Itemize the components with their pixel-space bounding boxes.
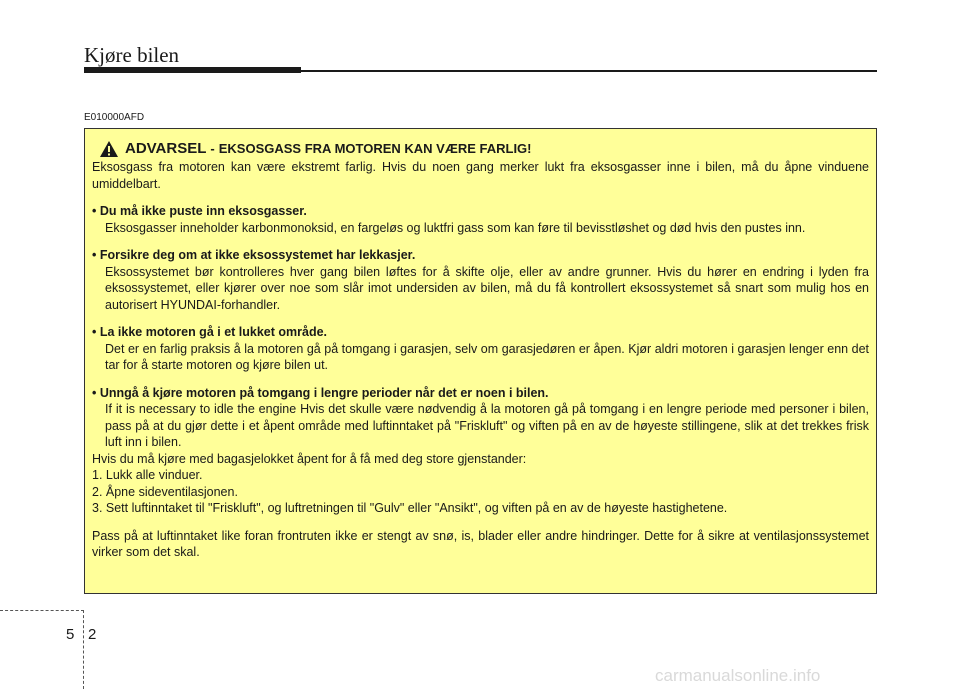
page-number: 2	[88, 626, 97, 643]
warning-label: ADVARSEL	[125, 139, 207, 157]
step-item: 2. Åpne sideventilasjonen.	[92, 484, 238, 499]
step-item: 3. Sett luftinntaket til "Friskluft", og luftretningen til "Gulv" eller "Ansikt", og viften på en av de høyeste hastighetene.	[92, 501, 728, 515]
warning-dash: -	[210, 140, 215, 156]
document-code: E010000AFD	[84, 112, 145, 123]
warning-intro: Eksosgass fra motoren kan være ekstremt farlig. Hvis du noen gang merker lukt fra eksosgasser inne i bilen, må du åpne vinduene umiddelbart.	[92, 160, 869, 191]
trunk-intro: Hvis du må kjøre med bagasjelokket åpent for å få med deg store gjenstander:	[92, 451, 527, 466]
bullet-1	[92, 203, 869, 236]
warning-box	[84, 128, 877, 594]
warning-triangle-icon	[99, 140, 119, 158]
warning-closing: Pass på at luftinntaket like foran frontruten ikke er stengt av snø, is, blader eller andre hindringer. Dette for å sikre at ventilasjonssystemet virker som det skal.	[92, 528, 869, 559]
section-number: 5	[66, 626, 75, 643]
bullet-2	[92, 247, 869, 313]
bullet-4	[92, 385, 869, 451]
bullet-title: • Du må ikke puste inn eksosgasser.	[92, 204, 307, 218]
bullet-text: Eksosgasser inneholder karbonmonoksid, en fargeløs og luktfri gass som kan føre til bevisstløshet og død hvis den pustes inn.	[105, 220, 806, 235]
bullet-title: • Forsikre deg om at ikke eksossystemet har lekkasjer.	[92, 248, 416, 262]
step-item: 1. Lukk alle vinduer.	[92, 468, 203, 482]
bullet-text: If it is necessary to idle the engine Hvis det skulle være nødvendig å la motoren gå på tomgang i en lengre periode med personer i bilen, pass på at du gjør dette i et åpent område med luftinntaket på "Friskluft" og viften på en av de høyeste stillingene, slik at det trekkes frisk luft inn i bilen.	[105, 402, 869, 449]
footer-dashed-rule	[0, 610, 84, 611]
header-rule-thin	[300, 70, 877, 72]
bullet-3	[92, 324, 869, 374]
warning-heading	[99, 139, 869, 159]
footer-dashed-divider	[83, 610, 84, 689]
header-rule-thick	[84, 67, 301, 73]
bullet-title: • Unngå å kjøre motoren på tomgang i lengre perioder når det er noen i bilen.	[92, 385, 549, 400]
page-header-title: Kjøre bilen	[84, 43, 180, 67]
bullet-title: • La ikke motoren gå i et lukket område.	[92, 325, 328, 339]
watermark: carmanualsonline.info	[655, 666, 821, 685]
bullet-text: Eksossystemet bør kontrolleres hver gang bilen løftes for å skifte olje, eller av andre grunner. Hvis du hører en endring i lyden fra eksossystemet, eller kjører over noe som slår imot undersiden av bilen, må du få kontrollert eksossystemet så snart som mulig hos en autorisert HYUNDAI-forhandler.	[105, 264, 869, 312]
warning-title: EKSOSGASS FRA MOTOREN KAN VÆRE FARLIG!	[218, 140, 532, 156]
bullet-text: Det er en farlig praksis å la motoren gå på tomgang i garasjen, selv om garasjedøren er åpen. Kjør aldri motoren i garasjen lenger enn det tar for å starte motoren og kjøre bilen ut.	[105, 341, 869, 372]
